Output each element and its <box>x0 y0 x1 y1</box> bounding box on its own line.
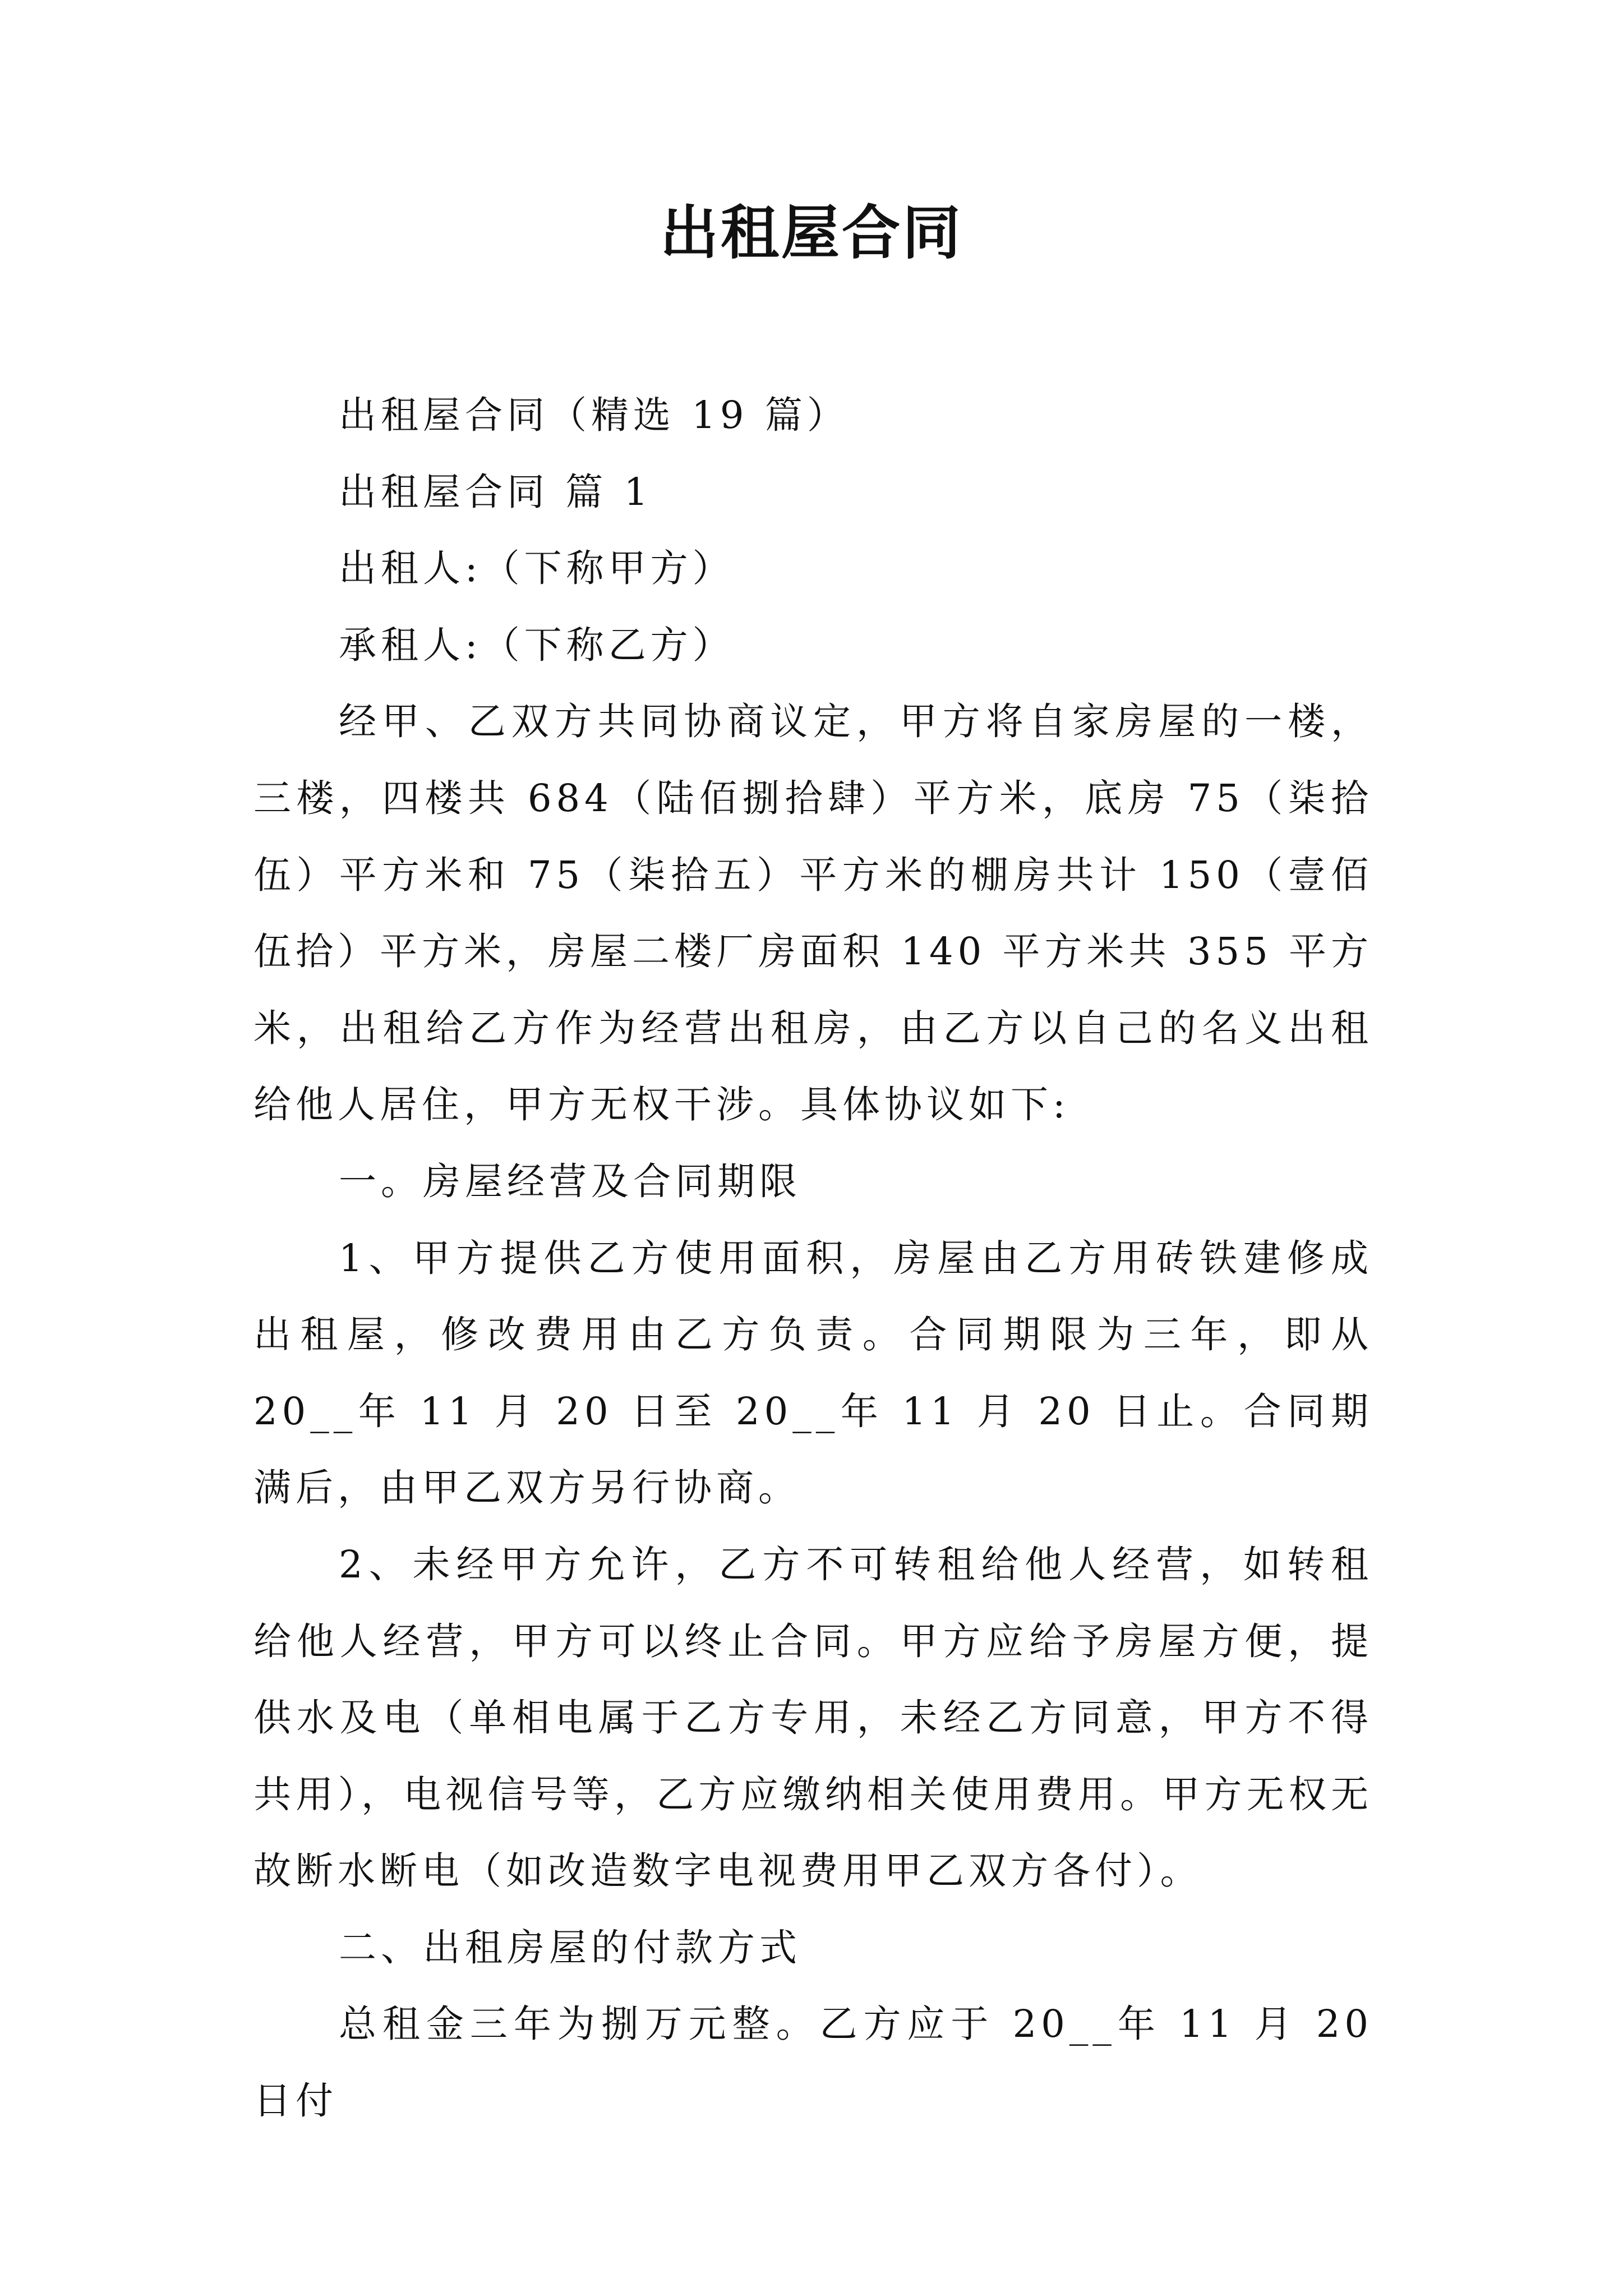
section-heading-term: 一。房屋经营及合同期限 <box>339 1159 801 1203</box>
document-title: 出租屋合同 <box>660 199 963 267</box>
paragraph-collection-title: 出租屋合同（精选 19 篇） <box>339 393 849 437</box>
paragraph-clause-2: 2、未经甲方允许，乙方不可转租给他人经营，如转租给他人经营，甲方可以终止合同。甲方应给予房屋方便，提供水及电（单相电属于乙方专用，未经乙方同意，甲方不得共用），电视信号等，乙方应缴纳相关使用费用。甲方无权无故断水断电（如改造数字电视费用甲乙双方各付）。 <box>253 1542 1373 1893</box>
paragraph-agreement-intro: 经甲、乙双方共同协商议定，甲方将自家房屋的一楼，三楼，四楼共 684（陆佰捌拾肆）平方米，底房 75（柒拾伍）平方米和 75（柒拾五）平方米的棚房共计 150（壹佰伍拾）平方米，房屋二楼厂房面积 140 平方米共 355 平方米，出租给乙方作为经营出租房，由乙方以自己的名义出租给他人居住，甲方无权干涉。具体协议如下: <box>253 700 1373 1127</box>
section-heading-payment: 二、出租房屋的付款方式 <box>339 1925 801 1970</box>
paragraph-chapter-heading: 出租屋合同 篇 1 <box>339 470 653 514</box>
document-body <box>253 377 1373 2139</box>
paragraph-clause-1: 1、甲方提供乙方使用面积，房屋由乙方用砖铁建修成出租屋，修改费用由乙方负责。合同期限为三年，即从 20__年 11 月 20 日至 20__年 11 月 20 日止。合同期满后，由甲乙双方另行协商。 <box>253 1236 1373 1510</box>
paragraph-lessee: 承租人:（下称乙方） <box>339 623 735 667</box>
paragraph-lessor: 出租人:（下称甲方） <box>339 546 735 591</box>
paragraph-payment: 总租金三年为捌万元整。乙方应于 20__年 11 月 20 日付 <box>253 2002 1373 2123</box>
